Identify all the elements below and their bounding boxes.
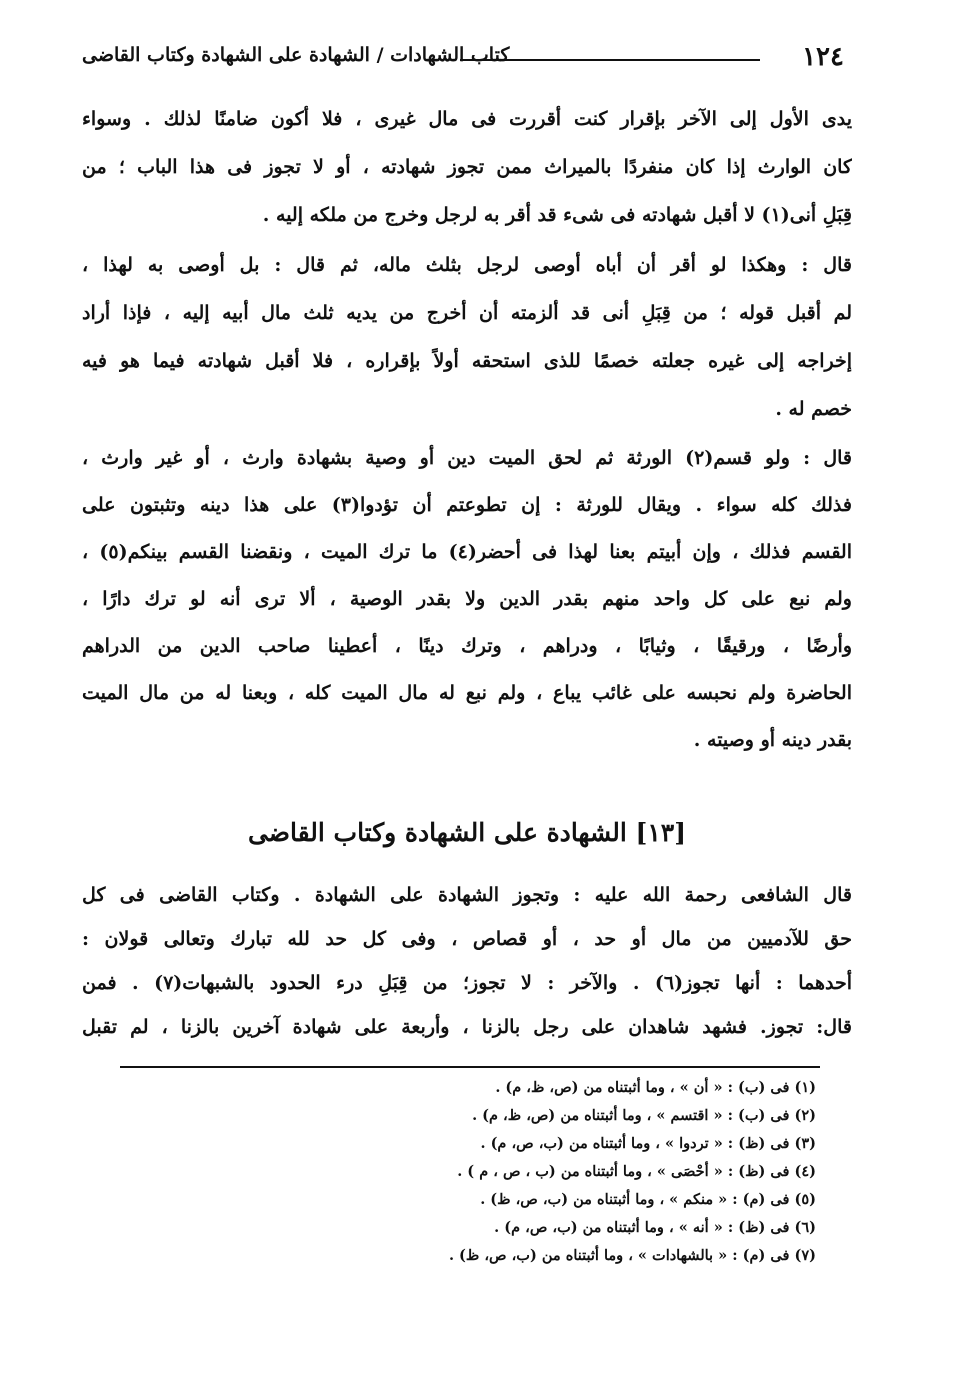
line-text: وهكذا لو أقر أن أباه أوصى لرجل بثلث ماله، ثم قال : بل أوصى به لهذا ، <box>82 254 787 276</box>
footnote-6: (٦) فى (ظ) : « أنه » ، وما أثبتناه من (ب، ص، م) . <box>494 1219 816 1236</box>
footnote-2: (٢) فى (ب) : « اقتسم » ، وما أثبتناه من (ص، ظ، م) . <box>472 1107 816 1124</box>
section-heading: [١٣] الشهادة على الشهادة وكتاب القاضى <box>247 818 687 847</box>
text-line: ولم نبع على كل واحد منهم بقدر الدين ولا بقدر الوصية ، ألا ترى أنه لو ترك دارًا ، <box>82 588 852 610</box>
footnote-4: (٤) فى (ظ) : « أحْصَى » ، وما أثبتناه من (ب ، ص ، م ) . <box>457 1163 816 1180</box>
text-line: حق للآدميين من مال أو حد ، أو قصاص ، وفى كل حد لله تبارك وتعالى قولان : <box>82 928 852 950</box>
footnotes <box>216 1074 816 1270</box>
footnote-7: (٧) فى (م) : « بالشهادات » ، وما أثبتناه من (ب، ص، ظ) . <box>448 1247 816 1264</box>
text-line <box>82 443 852 473</box>
text-line: وأرضًا ، ورقيقًا ، وثيابًا ، ودراهم ، وترك دينًا ، أعطينا صاحب الدين من الدراهم <box>82 635 852 657</box>
text-line: القسم فذلك ، وإن أبيتم بعنا لهذا فى أحضر(٤) ما ترك الميت ، ونقضنا القسم بينكم(٥) ، <box>82 541 852 563</box>
page-number: ١٢٤ <box>802 42 844 72</box>
footnote-3: (٣) فى (ظ) : « تردوا » ، وما أثبتناه من (ب، ص، م) . <box>480 1135 816 1152</box>
footnote-1: (١) فى (ب) : « أن » ، وما أثبتناه من (ص، ظ، م) . <box>495 1079 816 1096</box>
text-line: خصم له . <box>775 398 852 420</box>
text-line: فذلك كله سواء . ويقال للورثة : إن تطوعتم أن تؤدوا(٣) على هذا دينه وتثبتون على <box>82 494 852 516</box>
text-line: قِبَلِ أنى(١) لا أقبل شهادته فى شىء قد أقر به لرجل وخرج من ملكه إليه . <box>262 204 852 226</box>
text-line: الحاضرة ولم نحبسه على غائب يباع ، ولم نبع له مال الميت كله ، وبعنا له من مال الميت <box>82 682 852 704</box>
line-text: ولو قسم(٢) الورثة ثم لحق الميت دين أو وصية بشهادة وارث ، أو غير وارث ، <box>82 447 790 469</box>
paragraph-lead: قال الشافعى <box>741 884 852 906</box>
running-header <box>82 40 852 76</box>
paragraph-lead: قال : <box>801 254 852 276</box>
text-line: أحدهما : أنها تجوز(٦) . والآخر : لا تجوز؛ من قِبَلِ درء الحدود بالشبهات(٧) . فمن <box>82 972 852 994</box>
text-line: يدى الأول إلى الآخر بإقرار كنت أقررت فى مال غيرى ، فلا أكون ضامنًا لذلك . وسواء <box>82 108 852 130</box>
text-line: لم أقبل قوله ؛ من قِبَلِ أنى قد ألزمته أن أخرج من يديه ثلث مال أبيه إليه ، فإذا أراد <box>82 302 852 324</box>
running-title: كتاب الشهادات / الشهادة على الشهادة وكتاب القاضى <box>82 44 510 66</box>
text-line: بقدر دينه أو وصيته . <box>693 729 852 751</box>
footnote-5: (٥) فى (م) : « منكم » ، وما أثبتناه من (ب، ص، ظ) . <box>480 1191 816 1208</box>
text-line: قال: تجوز. فشهد شاهدان على رجل بالزنا ، وأربعة على شهادة آخرين بالزنا ، لم تقبل <box>82 1016 852 1038</box>
text-line: كان الوارث إذا كان منفردًا بالميراث ممن تجوز شهادته ، أو لا تجوز فى هذا الباب ؛ من <box>82 156 852 178</box>
line-text: رحمة الله عليه : وتجوز الشهادة على الشهادة . وكتاب القاضى فى كل <box>82 884 727 906</box>
footnote-rule <box>120 1066 820 1068</box>
text-line <box>82 880 852 910</box>
paragraph-lead: قال : <box>803 447 852 469</box>
text-line: إخراجه إلى غيره جعلته خصمًا للذى استحقه أولاً بإقراره ، فلا أقبل شهادته فيما هو فيه <box>82 350 852 372</box>
text-line <box>82 250 852 280</box>
